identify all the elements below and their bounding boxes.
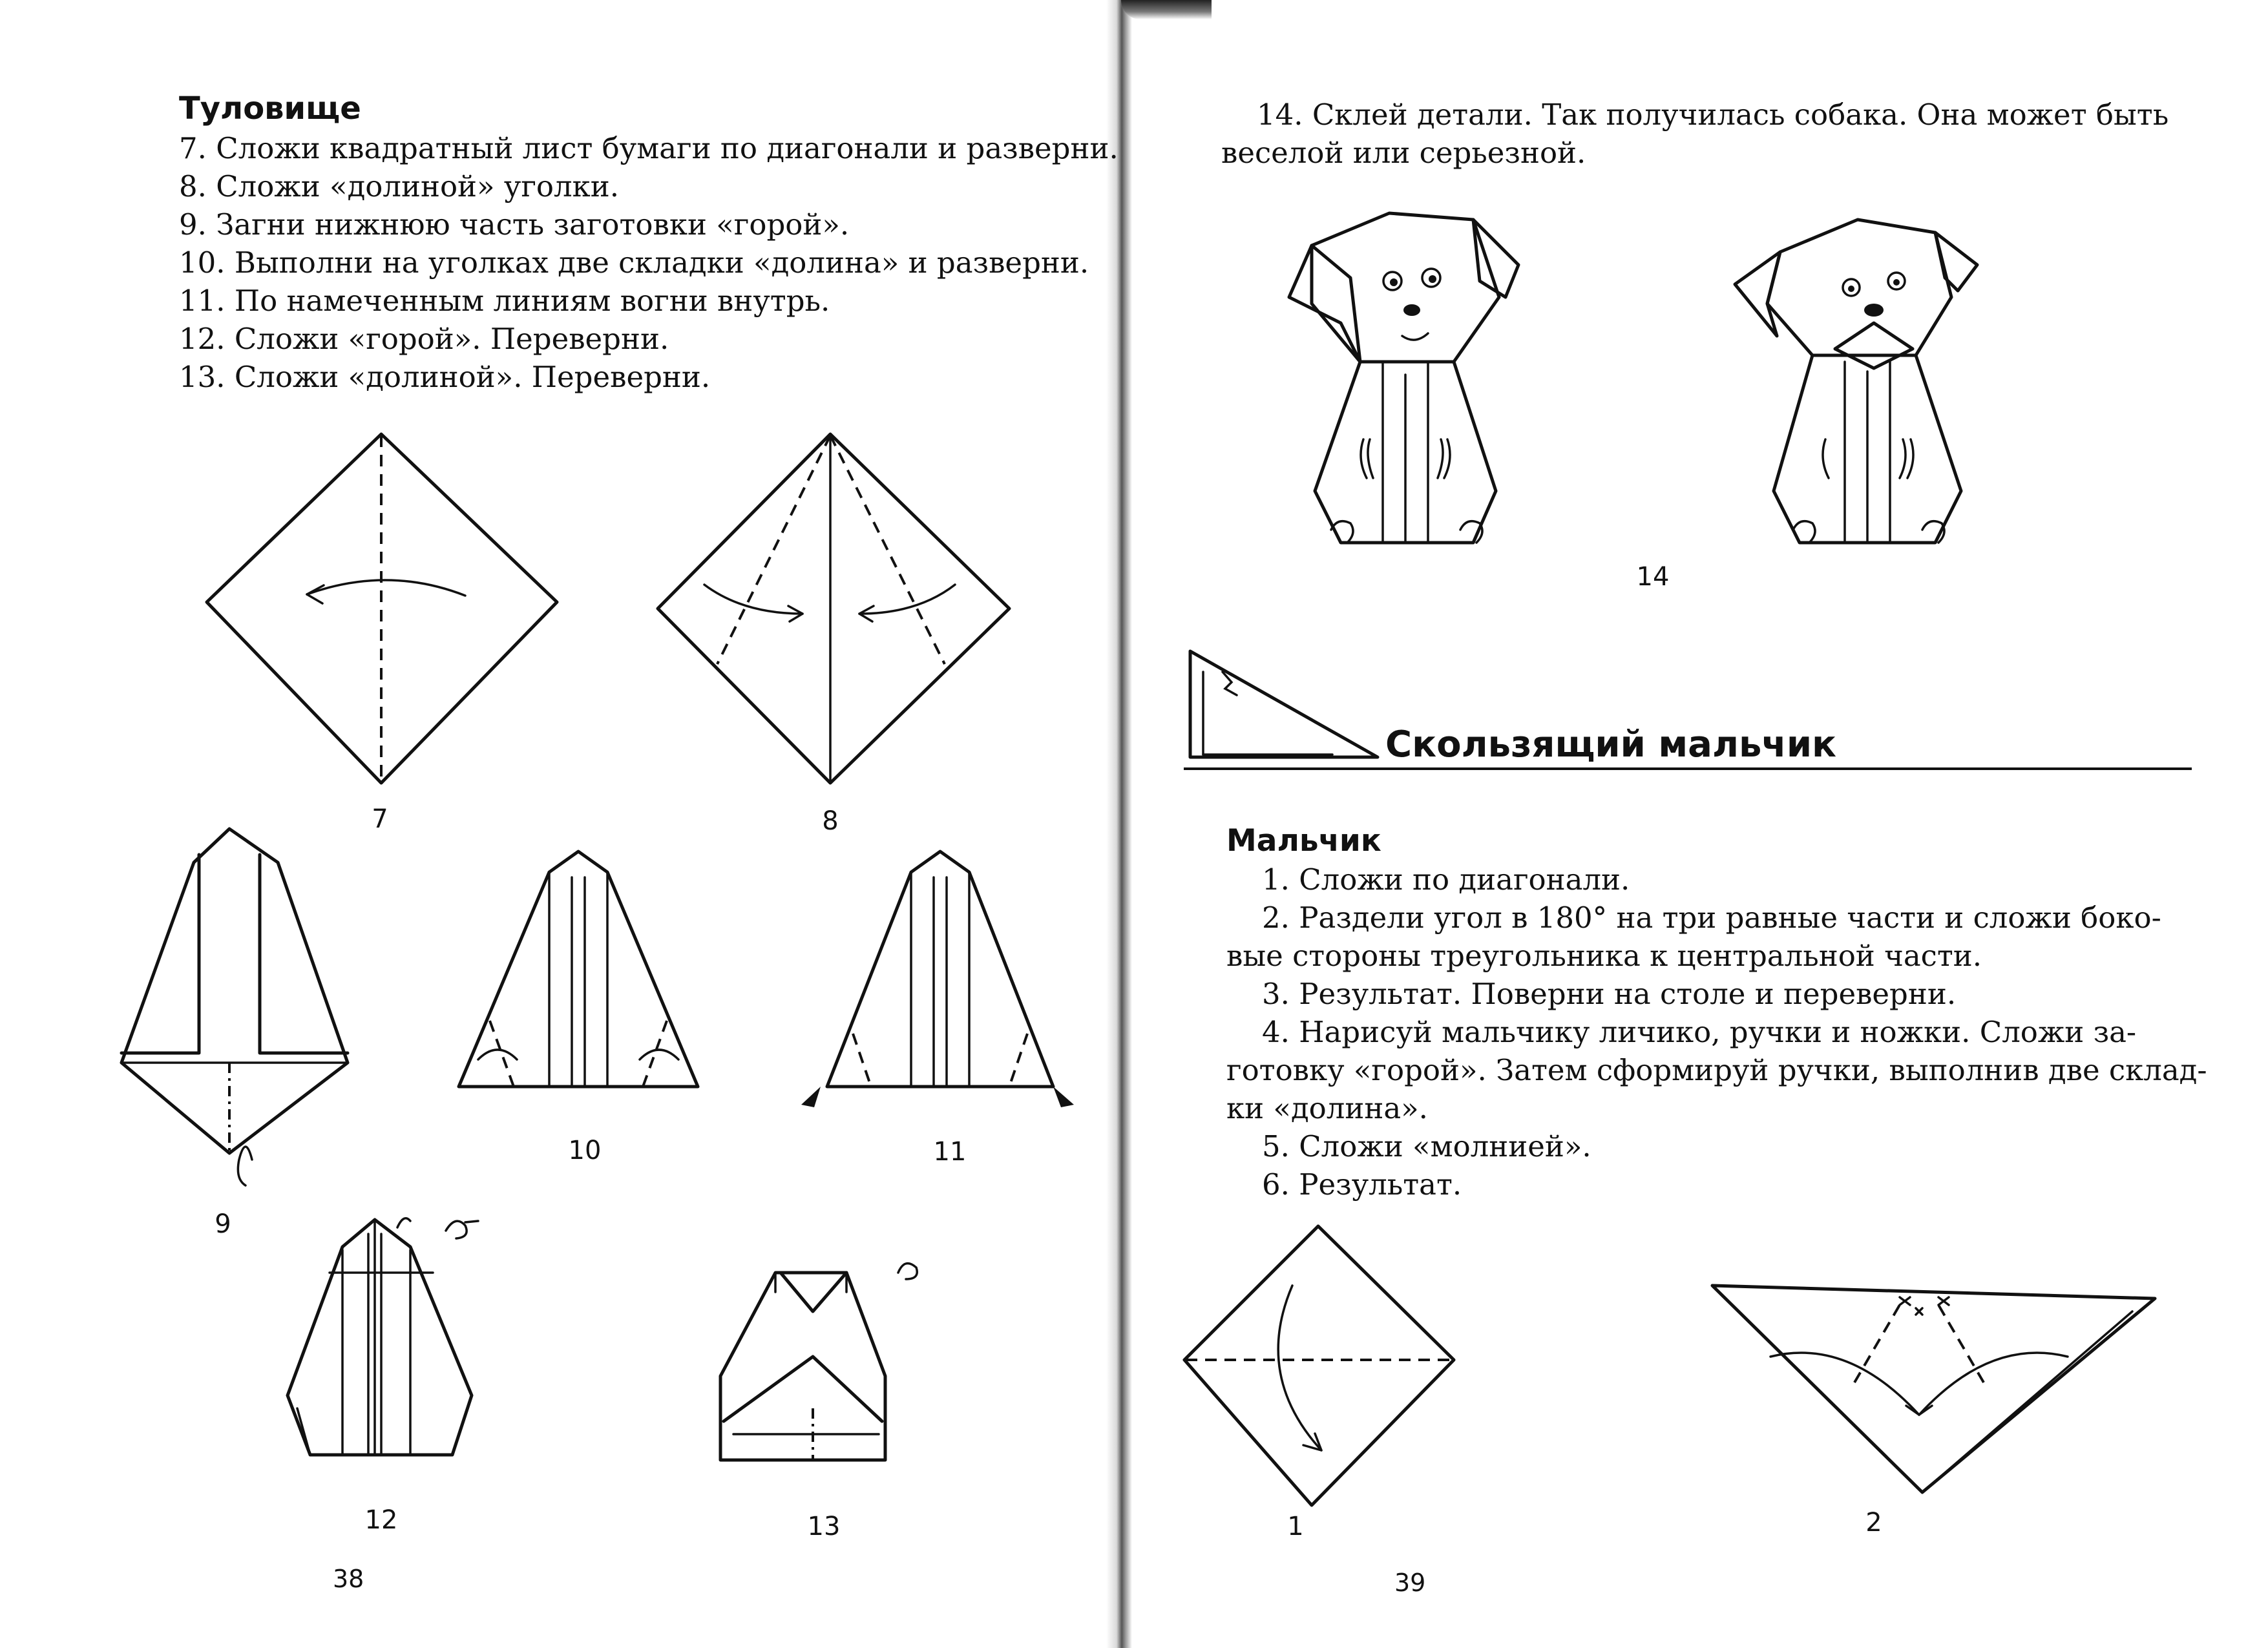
step-10-text: 10. Выполни на уголках две складки «долина» и разверни.	[179, 245, 1089, 280]
diagram-step-12	[278, 1215, 498, 1466]
page-number-left: 38	[333, 1565, 364, 1593]
figure-label-11: 11	[933, 1137, 967, 1167]
page-right	[1124, 0, 2268, 1648]
diagram-step-10	[452, 846, 704, 1092]
boy-step-3-text: 3. Результат. Поверни на столе и переверни.	[1262, 977, 1957, 1011]
page-left	[0, 0, 1124, 1648]
boy-step-4-text: 4. Нарисуй мальчику личико, ручки и ножки. Сложи за-	[1262, 1015, 2137, 1049]
step-8-text: 8. Сложи «долиной» уголки.	[179, 169, 620, 203]
step-11-text: 11. По намеченным линиям вогни внутрь.	[179, 284, 830, 318]
intro-line-2: веселой или серьезной.	[1221, 136, 1586, 170]
figure-label-13: 13	[807, 1512, 841, 1541]
figure-label-8: 8	[822, 806, 839, 836]
figure-label-boy-2: 2	[1865, 1508, 1882, 1538]
intro-line-1: 14. Склей детали. Так получилась собака. Она может быть	[1257, 98, 2169, 132]
diagram-step-11	[795, 846, 1079, 1118]
diagram-step-7	[200, 426, 562, 788]
diagram-step-13	[711, 1253, 930, 1466]
figure-label-14: 14	[1636, 562, 1670, 592]
page-number-right: 39	[1394, 1569, 1426, 1597]
boy-step-2-text: 2. Раздели угол в 180° на три равные части и сложи боко-	[1262, 901, 2161, 935]
step-13-text: 13. Сложи «долиной». Переверни.	[179, 360, 711, 394]
figure-label-7: 7	[372, 804, 388, 834]
figure-label-10: 10	[568, 1136, 602, 1165]
boy-instruction-list	[1226, 861, 2207, 1204]
step-9-text: 9. Загни нижнюю часть заготовки «горой».	[179, 207, 850, 242]
boy-step-4-cont: готовку «горой». Затем сформируй ручки, выполнив две склад-	[1226, 1053, 2207, 1087]
section-divider	[1184, 767, 2192, 770]
step-7-text: 7. Сложи квадратный лист бумаги по диагонали и разверни.	[179, 131, 1118, 165]
boy-step-2-cont: вые стороны треугольника к центральной части.	[1226, 939, 1982, 973]
intro-paragraph	[1221, 96, 2168, 172]
boy-step-6-text: 6. Результат.	[1262, 1167, 1462, 1202]
diagram-step-8	[653, 426, 1014, 788]
step-12-text: 12. Сложи «горой». Переверни.	[179, 322, 669, 356]
diagram-step-9	[116, 824, 362, 1185]
figure-label-9: 9	[215, 1209, 231, 1239]
boy-step-1-text: 1. Сложи по диагонали.	[1262, 862, 1630, 897]
boy-step-5-text: 5. Сложи «молнией».	[1262, 1129, 1591, 1163]
section-origami-icon	[1184, 646, 1384, 762]
subheading-boy: Мальчик	[1226, 823, 1381, 859]
dog-illustration-serious	[1728, 207, 1980, 556]
figure-label-12: 12	[364, 1505, 398, 1535]
dog-illustration-cheerful	[1286, 207, 1525, 556]
boy-step-4-cont-2: ки «долина».	[1226, 1091, 1428, 1125]
instruction-list	[179, 129, 1118, 396]
section-title: Скользящий мальчик	[1385, 724, 1837, 766]
diagram-boy-step-2	[1706, 1279, 2158, 1499]
figure-label-boy-1: 1	[1287, 1512, 1304, 1541]
diagram-boy-step-1	[1179, 1221, 1464, 1512]
section-heading-body: Туловище	[179, 90, 361, 127]
